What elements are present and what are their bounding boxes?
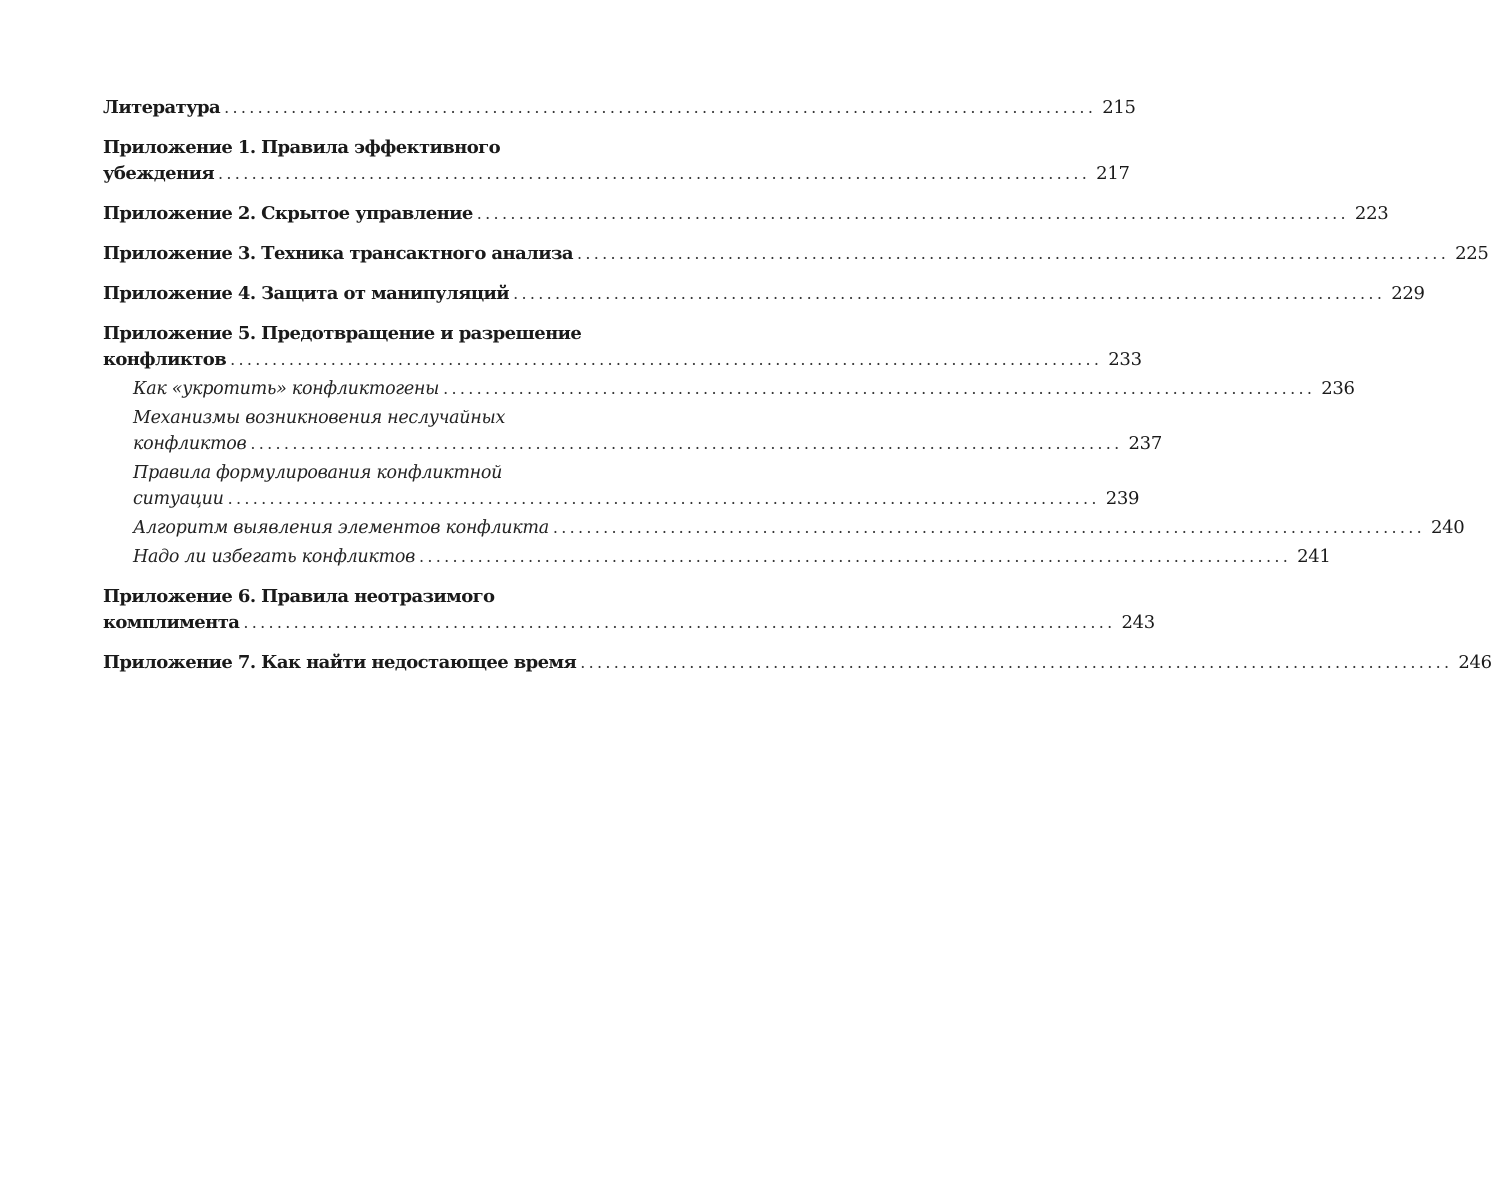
toc-line [133,460,663,486]
toc-page-number: 237 [1128,433,1162,454]
toc-entry-title: Приложение 1. Правила эффективного [103,137,500,158]
toc-subentry-mechanisms[interactable] [103,405,1162,457]
toc-subentry-title: Правила формулирования конфликтной [133,463,503,483]
toc-subentry-title-continued: ситуации [133,489,224,509]
toc-subentry-algorithm[interactable] [103,515,1465,541]
toc-entry-title: Приложение 4. Защита от манипуляций [103,283,510,304]
toc-subentry-title-continued: конфликтов [133,434,247,454]
toc-entry-appendix-6[interactable] [103,584,1155,636]
toc-entry-appendix-2[interactable] [103,201,1389,227]
toc-page-number: 229 [1391,283,1425,304]
toc-line [103,610,1155,636]
dot-leader: ........................................................................................................ [580,653,1453,672]
toc-page-number: 240 [1431,517,1465,538]
toc-line [103,201,1389,227]
toc-line [133,515,1465,541]
toc-entry-appendix-5[interactable] [103,321,1142,373]
dot-leader: ........................................................................................................ [250,434,1123,453]
toc-subentry-title: Надо ли избегать конфликтов [133,547,415,567]
toc-line [103,161,1130,187]
toc-entry-title: Приложение 2. Скрытое управление [103,203,473,224]
toc-page-number: 241 [1297,546,1331,567]
dot-leader: ........................................................................................................ [418,547,1292,566]
toc-line [103,95,1136,121]
dot-leader: ........................................................................................................ [230,350,1103,369]
toc-subentry-title: Алгоритм выявления элементов конфликта [133,518,549,538]
toc-page-number: 243 [1121,612,1155,633]
toc-line [103,281,1425,307]
dot-leader: ........................................................................................................ [227,489,1100,508]
toc-entry-bibliography[interactable] [103,95,1136,121]
toc-page-number: 215 [1102,97,1136,118]
table-of-contents [103,95,1492,690]
toc-page-number: 246 [1458,652,1492,673]
dot-leader: ........................................................................................................ [218,164,1091,183]
toc-page-number: 217 [1096,163,1130,184]
toc-line [103,650,1492,676]
toc-subentry-formulation-rules[interactable] [103,460,1140,512]
toc-page-number: 236 [1321,378,1355,399]
toc-entry-appendix-1[interactable] [103,135,1130,187]
toc-line [133,431,1162,457]
toc-subentry-conflictogens[interactable] [103,376,1355,402]
toc-line [133,405,663,431]
toc-line [103,135,663,161]
toc-entry-title-continued: убеждения [103,163,215,184]
toc-line [103,321,663,347]
toc-page-number: 225 [1455,243,1489,264]
toc-entry-title: Приложение 5. Предотвращение и разрешение [103,323,582,344]
dot-leader: ........................................................................................................ [243,613,1116,632]
dot-leader: ........................................................................................................ [513,284,1386,303]
toc-subentry-title: Механизмы возникновения неслучайных [133,408,506,428]
dot-leader: ........................................................................................................ [443,379,1316,398]
toc-entry-title-continued: конфликтов [103,349,227,370]
dot-leader: ........................................................................................................ [576,244,1450,263]
toc-line [103,584,663,610]
dot-leader: ........................................................................................................ [552,518,1425,537]
toc-page-number: 239 [1105,488,1140,509]
toc-subentry-title: Как «укротить» конфликтогены [133,379,440,399]
toc-entry-title-continued: комплимента [103,612,240,633]
toc-line [133,544,1331,570]
toc-entry-appendix-4[interactable] [103,281,1425,307]
toc-entry-title: Приложение 6. Правила неотразимого [103,586,495,607]
toc-entry-appendix-3[interactable] [103,241,1489,267]
toc-subentry-avoid-conflicts[interactable] [103,544,1331,570]
toc-entry-title: Приложение 3. Техника трансактного анализа [103,243,573,264]
toc-line [103,347,1142,373]
toc-entry-title: Приложение 7. Как найти недостающее время [103,652,577,673]
toc-line [133,486,1140,512]
toc-page-number: 223 [1354,203,1389,224]
toc-entry-appendix-7[interactable] [103,650,1492,676]
dot-leader: ........................................................................................................ [224,98,1097,117]
toc-entry-title: Литература [103,97,221,118]
toc-page-number: 233 [1108,349,1142,370]
toc-line [103,241,1489,267]
dot-leader: ........................................................................................................ [476,204,1349,223]
toc-line [133,376,1355,402]
